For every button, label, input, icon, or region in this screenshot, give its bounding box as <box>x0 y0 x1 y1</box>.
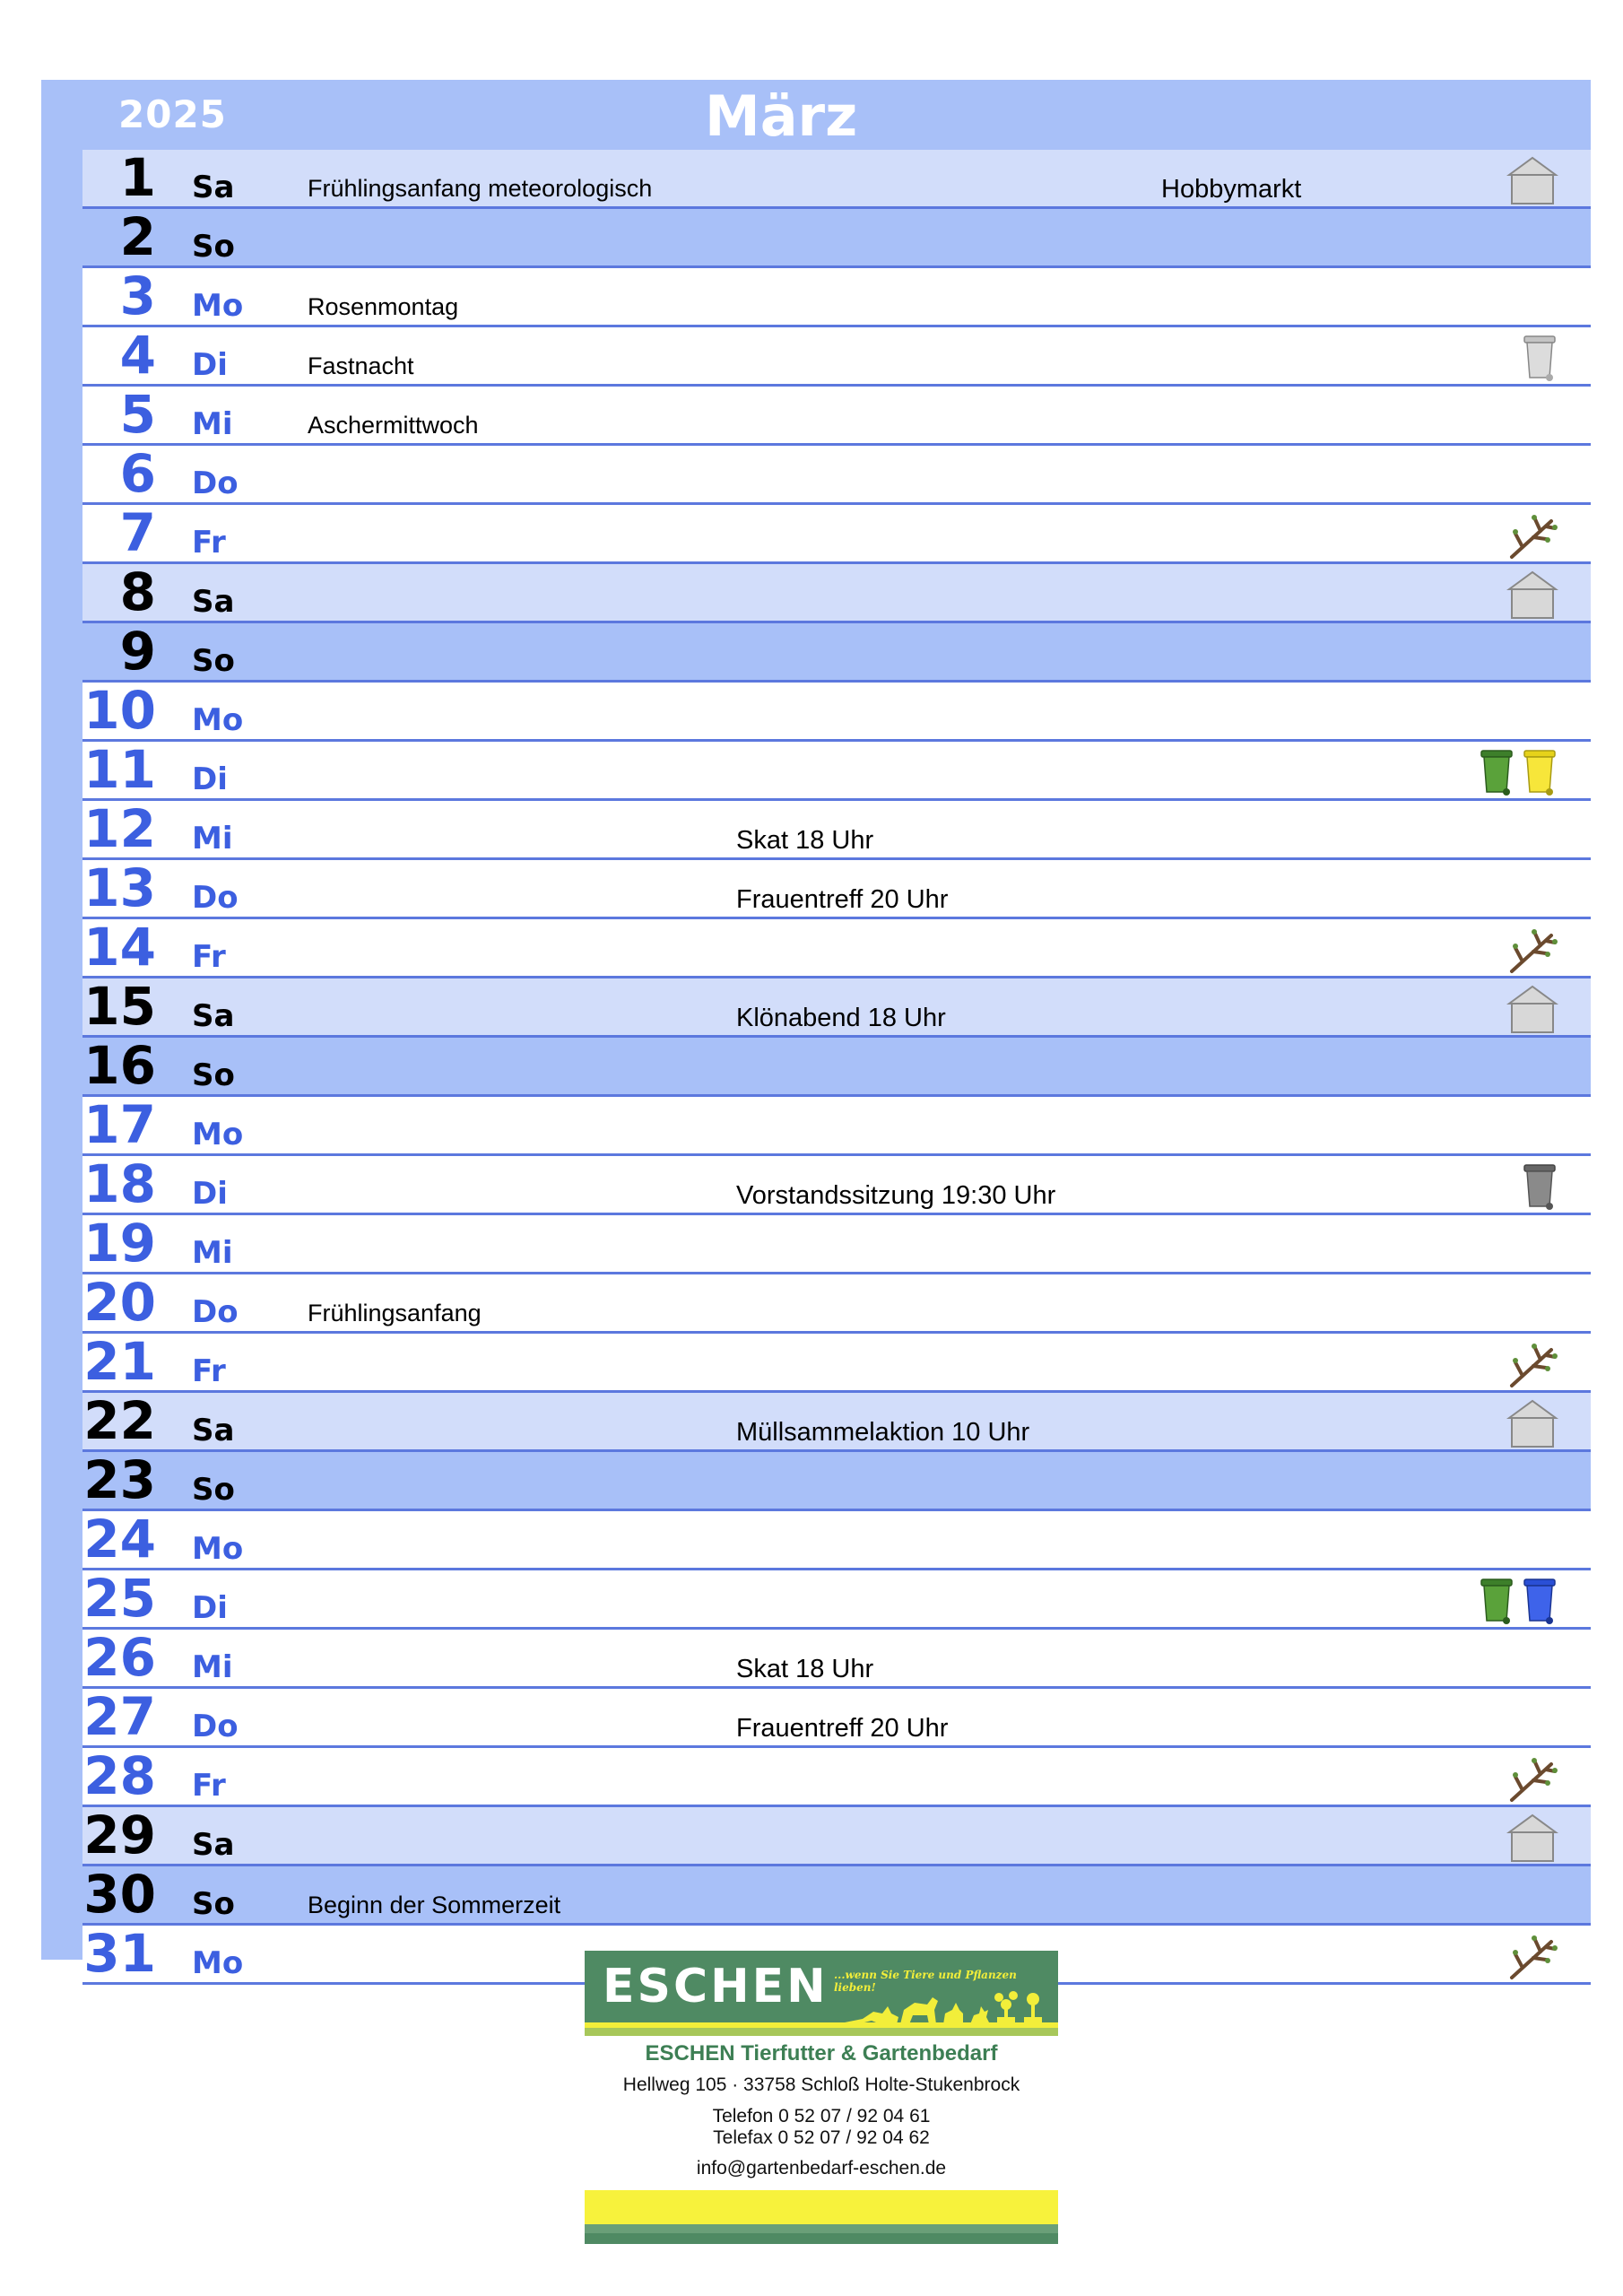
collection-icons <box>1506 1337 1558 1389</box>
weekday-label: Do <box>192 1294 239 1330</box>
day-number: 27 <box>83 1686 156 1747</box>
company-name: ESCHEN Tierfutter & Gartenbedarf <box>645 2041 998 2066</box>
day-number: 21 <box>83 1331 156 1392</box>
day-number: 15 <box>83 976 156 1037</box>
collection-icons <box>1506 568 1558 620</box>
collection-icons <box>1506 1396 1558 1448</box>
collection-icons <box>1478 1574 1558 1626</box>
day-number: 19 <box>83 1213 156 1274</box>
event-note: Frauentreff 20 Uhr <box>736 885 949 914</box>
calendar-sidebar <box>41 150 82 1960</box>
day-row <box>82 680 1591 742</box>
weekday-label: Mi <box>192 406 233 442</box>
weekday-label: Mo <box>192 702 244 738</box>
weekday-label: So <box>192 1472 235 1508</box>
day-row <box>82 1745 1591 1807</box>
holiday-note: Fastnacht <box>308 352 414 379</box>
collection-icons <box>1506 153 1558 205</box>
day-row <box>82 1627 1591 1689</box>
company-phone: Telefon 0 52 07 / 92 04 61 <box>712 2106 931 2126</box>
weekday-label: Sa <box>192 170 235 205</box>
day-number: 3 <box>119 265 156 326</box>
weekday-label: Sa <box>192 998 235 1034</box>
day-rows <box>82 147 1591 1985</box>
day-number: 7 <box>119 502 156 563</box>
collection-icons <box>1506 1929 1558 1981</box>
event-note: Vorstandssitzung 19:30 Uhr <box>736 1181 1056 1210</box>
day-number: 24 <box>83 1509 156 1570</box>
day-number: 8 <box>119 561 156 622</box>
bin-blue-icon <box>1521 1576 1558 1626</box>
house-icon <box>1506 570 1558 620</box>
company-address: Hellweg 105 · 33758 Schloß Holte-Stukenbrock <box>622 2074 1020 2095</box>
holiday-note: Frühlingsanfang meteorologisch <box>308 175 653 202</box>
day-number: 4 <box>119 325 156 386</box>
weekday-label: Mi <box>192 1649 233 1685</box>
house-icon <box>1506 155 1558 205</box>
day-number: 12 <box>83 798 156 859</box>
day-row <box>82 206 1591 268</box>
day-row <box>82 1094 1591 1156</box>
day-row <box>82 327 1591 387</box>
day-number: 26 <box>83 1627 156 1688</box>
day-number: 14 <box>83 917 156 978</box>
weekday-label: Di <box>192 347 228 383</box>
weekday-label: Sa <box>192 584 235 620</box>
event-note: Frauentreff 20 Uhr <box>736 1714 949 1743</box>
holiday-note: Aschermittwoch <box>308 412 479 439</box>
day-number: 1 <box>119 147 156 208</box>
calendar-header <box>41 80 1591 150</box>
collection-icons <box>1521 331 1558 383</box>
branch-icon <box>1506 1931 1558 1981</box>
collection-icons <box>1506 1811 1558 1863</box>
holiday-note: Beginn der Sommerzeit <box>308 1892 561 1918</box>
day-row <box>82 1449 1591 1511</box>
bin-darkgray-icon <box>1521 1161 1558 1212</box>
branch-icon <box>1506 1753 1558 1804</box>
day-number: 22 <box>83 1390 156 1451</box>
footer-green-bar-dark <box>585 2233 1058 2244</box>
branch-icon <box>1506 510 1558 561</box>
weekday-label: So <box>192 1886 235 1922</box>
event-note: Müllsammelaktion 10 Uhr <box>736 1418 1030 1447</box>
weekday-label: Fr <box>192 1353 226 1389</box>
eschen-logo <box>585 1951 1058 2036</box>
bin-lightgray-icon <box>1521 333 1558 383</box>
logo-slogan: ...wenn Sie Tiere und Pflanzen lieben! <box>834 1969 1017 1994</box>
day-row <box>82 265 1591 327</box>
day-row <box>82 798 1591 860</box>
weekday-label: Mi <box>192 821 233 857</box>
day-row <box>82 978 1591 1038</box>
day-number: 16 <box>83 1035 156 1096</box>
weekday-label: Do <box>192 465 239 501</box>
day-row <box>82 1274 1591 1334</box>
day-number: 13 <box>83 857 156 918</box>
day-row <box>82 384 1591 446</box>
weekday-label: Di <box>192 1176 228 1212</box>
footer-green-bar-light <box>585 2224 1058 2233</box>
day-number: 10 <box>83 680 156 741</box>
house-icon <box>1506 984 1558 1034</box>
day-row <box>82 1390 1591 1452</box>
collection-icons <box>1506 982 1558 1034</box>
day-row <box>82 919 1591 978</box>
day-number: 30 <box>83 1864 156 1925</box>
day-row <box>82 502 1591 564</box>
branch-icon <box>1506 1339 1558 1389</box>
collection-icons <box>1506 923 1558 975</box>
weekday-label: Fr <box>192 525 226 561</box>
day-row <box>82 857 1591 919</box>
weekday-label: Mo <box>192 1117 244 1152</box>
day-row <box>82 1686 1591 1748</box>
weekday-label: So <box>192 643 235 679</box>
day-number: 5 <box>119 384 156 445</box>
weekday-label: Mo <box>192 288 244 324</box>
weekday-label: Di <box>192 1590 228 1626</box>
weekday-label: Do <box>192 880 239 916</box>
day-row <box>82 561 1591 623</box>
company-email[interactable]: info@gartenbedarf-eschen.de <box>696 2158 947 2179</box>
logo-text: ESCHEN <box>603 1960 829 2013</box>
day-number: 25 <box>83 1568 156 1629</box>
holiday-note: Frühlingsanfang <box>308 1300 482 1326</box>
day-number: 23 <box>83 1449 156 1510</box>
day-row <box>82 443 1591 505</box>
day-row <box>82 739 1591 801</box>
weekday-label: Fr <box>192 1768 226 1804</box>
animals-plants-icon <box>845 1987 1051 2026</box>
day-number: 2 <box>119 206 156 267</box>
event-note: Skat 18 Uhr <box>736 826 874 855</box>
day-row <box>82 623 1591 683</box>
day-row <box>82 1153 1591 1215</box>
bin-yellow-icon <box>1521 747 1558 797</box>
year-label: 2025 <box>118 92 227 136</box>
day-row <box>82 1570 1591 1630</box>
day-row <box>82 1215 1591 1274</box>
weekday-label: Mi <box>192 1235 233 1271</box>
day-row <box>82 1866 1591 1926</box>
weekday-label: So <box>192 229 235 265</box>
company-fax: Telefax 0 52 07 / 92 04 62 <box>713 2127 930 2148</box>
event-note: Skat 18 Uhr <box>736 1655 874 1683</box>
house-icon <box>1506 1813 1558 1863</box>
weekday-label: Mo <box>192 1945 244 1981</box>
day-number: 6 <box>119 443 156 504</box>
weekday-label: Sa <box>192 1413 235 1448</box>
weekday-label: Sa <box>192 1827 235 1863</box>
weekday-label: So <box>192 1057 235 1093</box>
day-number: 31 <box>83 1923 156 1984</box>
bin-green-icon <box>1478 747 1515 797</box>
day-number: 20 <box>83 1272 156 1333</box>
weekday-label: Mo <box>192 1531 244 1567</box>
day-number: 18 <box>83 1153 156 1214</box>
day-number: 28 <box>83 1745 156 1806</box>
collection-icons <box>1506 509 1558 561</box>
market-note: Hobbymarkt <box>1161 175 1302 204</box>
house-icon <box>1506 1398 1558 1448</box>
day-row <box>82 1331 1591 1393</box>
day-number: 29 <box>83 1805 156 1866</box>
day-number: 17 <box>83 1094 156 1155</box>
footer-yellow-bar <box>585 2190 1058 2224</box>
day-number: 9 <box>119 621 156 682</box>
weekday-label: Do <box>192 1709 239 1744</box>
day-number: 11 <box>83 739 156 800</box>
bin-green-icon <box>1478 1576 1515 1626</box>
weekday-label: Di <box>192 761 228 797</box>
holiday-note: Rosenmontag <box>308 293 459 320</box>
day-row <box>82 1035 1591 1097</box>
collection-icons <box>1506 1752 1558 1804</box>
collection-icons <box>1521 1160 1558 1212</box>
day-row <box>82 1511 1591 1570</box>
event-note: Klönabend 18 Uhr <box>736 1004 946 1032</box>
collection-icons <box>1478 745 1558 797</box>
branch-icon <box>1506 925 1558 975</box>
day-row <box>82 1807 1591 1866</box>
weekday-label: Fr <box>192 939 226 975</box>
day-row <box>82 147 1591 209</box>
month-title: März <box>705 83 858 149</box>
